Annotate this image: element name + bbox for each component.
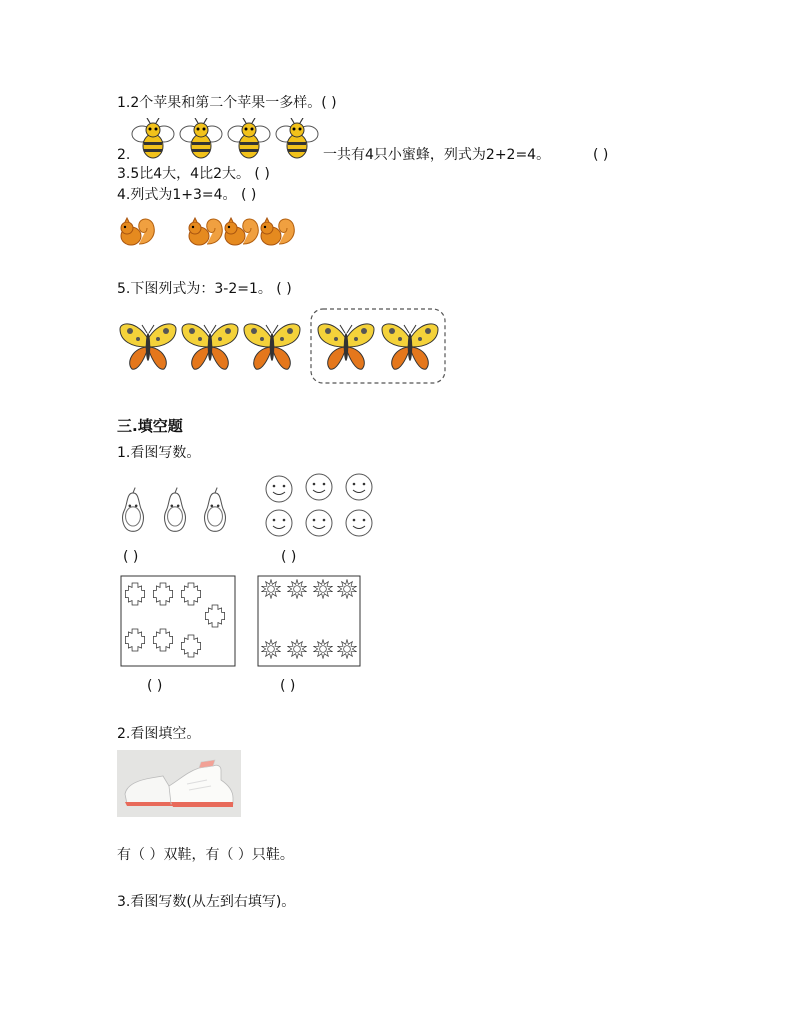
- bees-image: [130, 118, 322, 160]
- pears-image: [117, 478, 235, 540]
- butterfly-icon: [318, 324, 374, 369]
- butterflies-image: [117, 305, 449, 385]
- smile-icon: [346, 510, 372, 536]
- butterfly-icon: [182, 324, 238, 369]
- judge-q3: 3.5比4大，4比2大。 ( ): [117, 166, 270, 182]
- shoes-photo: [117, 750, 241, 817]
- bee-icon: [228, 118, 270, 158]
- squirrels-image: [117, 214, 302, 250]
- smile-icon: [266, 510, 292, 536]
- bee-icon: [180, 118, 222, 158]
- bee-icon: [132, 118, 174, 158]
- cross-shape-icon: [181, 583, 200, 605]
- answer-smiles: ( ): [281, 549, 297, 565]
- butterfly-icon: [244, 324, 300, 369]
- suns-image: [257, 575, 361, 667]
- cross-shape-icon: [153, 583, 172, 605]
- shoe-sentence: 有（ ）双鞋，有（ ）只鞋。: [117, 847, 294, 863]
- judge-q1: 1.2个苹果和第二个苹果一多样。( ): [117, 95, 337, 111]
- fill-q2: 2.看图填空。: [117, 726, 201, 742]
- judge-q2-number: 2.: [117, 147, 131, 163]
- cross-shape-icon: [125, 583, 144, 605]
- fill-q1: 1.看图写数。: [117, 445, 201, 461]
- squirrel-icon: [121, 218, 154, 245]
- judge-q2-text: 一共有4只小蜜蜂，列式为2+2=4。: [323, 147, 551, 163]
- butterfly-icon: [382, 324, 438, 369]
- pear-icon: [205, 488, 226, 532]
- cross-shape-icon: [181, 635, 200, 657]
- pear-icon: [165, 488, 186, 532]
- smile-icon: [346, 474, 372, 500]
- judge-q2-answer: ( ): [593, 147, 609, 163]
- judge-q5: 5.下图列式为：3-2=1。 ( ): [117, 281, 292, 297]
- smile-icon: [306, 474, 332, 500]
- smile-icon: [266, 476, 292, 502]
- answer-crosses: ( ): [147, 678, 163, 694]
- judge-q4: 4.列式为1+3=4。 ( ): [117, 187, 257, 203]
- answer-suns: ( ): [280, 678, 296, 694]
- squirrel-icon: [225, 218, 258, 245]
- section-heading: 三.填空题: [117, 417, 183, 435]
- crosses-image: [120, 575, 236, 667]
- cross-shape-icon: [125, 629, 144, 651]
- bee-icon: [276, 118, 318, 158]
- cross-shape-icon: [205, 605, 224, 627]
- fill-q3: 3.看图写数(从左到右填写)。: [117, 894, 296, 910]
- squirrel-icon: [261, 218, 294, 245]
- squirrel-icon: [189, 218, 222, 245]
- answer-pears: ( ): [123, 549, 139, 565]
- dashed-group-box: [311, 309, 445, 383]
- smile-icon: [306, 510, 332, 536]
- smiles-image: [262, 470, 378, 542]
- pear-icon: [123, 488, 144, 532]
- butterfly-icon: [120, 324, 176, 369]
- cross-shape-icon: [153, 629, 172, 651]
